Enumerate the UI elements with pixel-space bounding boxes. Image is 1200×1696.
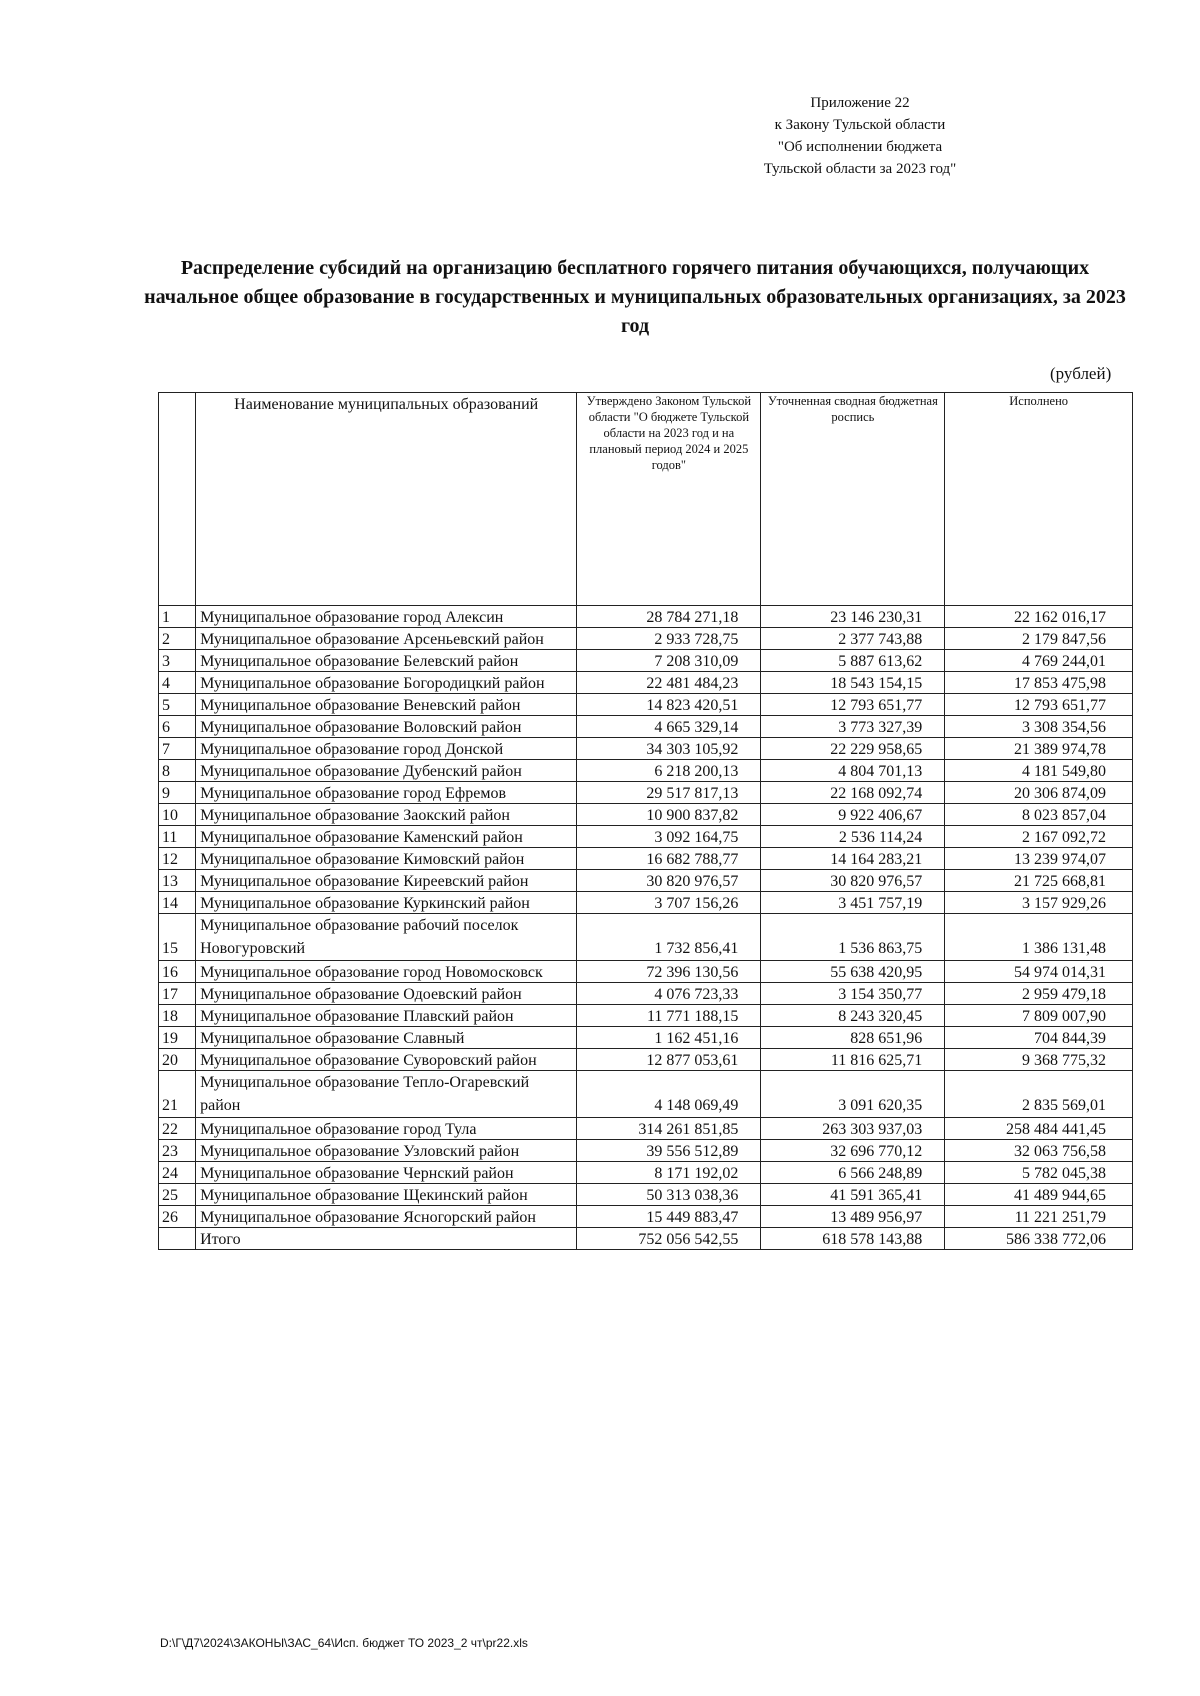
row-number: 15 [159, 914, 196, 961]
row-number: 17 [159, 983, 196, 1005]
row-name: Муниципальное образование Кимовский район [196, 848, 577, 870]
appendix-line-1: Приложение 22 [810, 95, 910, 111]
table-row [159, 1184, 1133, 1206]
table-row [159, 870, 1133, 892]
row-name: Итого [196, 1228, 577, 1250]
row-executed: 704 844,39 [945, 1027, 1133, 1049]
header-executed: Исполнено [945, 393, 1133, 606]
row-revised: 22 229 958,65 [761, 738, 945, 760]
row-executed: 586 338 772,06 [945, 1228, 1133, 1250]
row-name: Муниципальное образование Арсеньевский район [196, 628, 577, 650]
row-approved: 16 682 788,77 [577, 848, 761, 870]
row-number: 19 [159, 1027, 196, 1049]
subsidy-table [158, 392, 1133, 1250]
row-approved: 6 218 200,13 [577, 760, 761, 782]
row-revised: 3 773 327,39 [761, 716, 945, 738]
row-approved: 11 771 188,15 [577, 1005, 761, 1027]
table-row [159, 650, 1133, 672]
row-number: 10 [159, 804, 196, 826]
row-executed: 2 167 092,72 [945, 826, 1133, 848]
row-number: 7 [159, 738, 196, 760]
row-revised: 6 566 248,89 [761, 1162, 945, 1184]
row-approved: 8 171 192,02 [577, 1162, 761, 1184]
row-revised: 32 696 770,12 [761, 1140, 945, 1162]
row-name: Муниципальное образование Веневский район [196, 694, 577, 716]
row-name: Муниципальное образование Тепло-Огаревский район [196, 1071, 577, 1118]
row-approved: 752 056 542,55 [577, 1228, 761, 1250]
row-revised: 22 168 092,74 [761, 782, 945, 804]
row-approved: 314 261 851,85 [577, 1118, 761, 1140]
row-approved: 3 707 156,26 [577, 892, 761, 914]
row-number: 26 [159, 1206, 196, 1228]
table-row [159, 1027, 1133, 1049]
row-number: 4 [159, 672, 196, 694]
row-executed: 4 769 244,01 [945, 650, 1133, 672]
row-revised: 30 820 976,57 [761, 870, 945, 892]
row-number: 8 [159, 760, 196, 782]
row-revised: 14 164 283,21 [761, 848, 945, 870]
row-name: Муниципальное образование Куркинский район [196, 892, 577, 914]
row-revised: 55 638 420,95 [761, 961, 945, 983]
table-row [159, 983, 1133, 1005]
row-approved: 1 162 451,16 [577, 1027, 761, 1049]
row-executed: 21 725 668,81 [945, 870, 1133, 892]
table-row [159, 961, 1133, 983]
row-executed: 2 959 479,18 [945, 983, 1133, 1005]
row-approved: 2 933 728,75 [577, 628, 761, 650]
row-name: Муниципальное образование Дубенский район [196, 760, 577, 782]
row-name: Муниципальное образование Славный [196, 1027, 577, 1049]
row-name: Муниципальное образование город Тула [196, 1118, 577, 1140]
row-name: Муниципальное образование рабочий поселок Новогуровский [196, 914, 577, 961]
row-revised: 4 804 701,13 [761, 760, 945, 782]
table-row [159, 606, 1133, 628]
row-name: Муниципальное образование Заокский район [196, 804, 577, 826]
table-row [159, 1162, 1133, 1184]
row-number: 5 [159, 694, 196, 716]
row-number: 9 [159, 782, 196, 804]
document-title: Распределение субсидий на организацию бесплатного горячего питания обучающихся, получающих начальное общее образование в государственных и муниципальных образовательных организациях, за 2023 год [144, 257, 1126, 337]
row-revised: 2 536 114,24 [761, 826, 945, 848]
row-number: 13 [159, 870, 196, 892]
row-revised: 12 793 651,77 [761, 694, 945, 716]
row-approved: 10 900 837,82 [577, 804, 761, 826]
file-path-footer: D:\Г\Д7\2024\ЗАКОНЫ\ЗАС_64\Исп. бюджет ТО 2023_2 чт\pr22.xls [160, 1636, 528, 1650]
units-label: (рублей) [1050, 364, 1112, 383]
row-number: 3 [159, 650, 196, 672]
table-row [159, 738, 1133, 760]
row-executed: 41 489 944,65 [945, 1184, 1133, 1206]
row-revised: 5 887 613,62 [761, 650, 945, 672]
row-executed: 7 809 007,90 [945, 1005, 1133, 1027]
table-body [159, 606, 1133, 1250]
row-executed: 54 974 014,31 [945, 961, 1133, 983]
row-name: Муниципальное образование город Новомосковск [196, 961, 577, 983]
table-row [159, 804, 1133, 826]
row-revised: 23 146 230,31 [761, 606, 945, 628]
row-revised: 8 243 320,45 [761, 1005, 945, 1027]
row-approved: 29 517 817,13 [577, 782, 761, 804]
row-number: 6 [159, 716, 196, 738]
row-revised: 263 303 937,03 [761, 1118, 945, 1140]
row-approved: 12 877 053,61 [577, 1049, 761, 1071]
row-name: Муниципальное образование Плавский район [196, 1005, 577, 1027]
row-name: Муниципальное образование Одоевский район [196, 983, 577, 1005]
table-row [159, 892, 1133, 914]
header-revised: Уточненная сводная бюджетная роспись [761, 393, 945, 606]
table-row [159, 628, 1133, 650]
header-number [159, 393, 196, 606]
row-executed: 32 063 756,58 [945, 1140, 1133, 1162]
row-revised: 1 536 863,75 [761, 914, 945, 961]
row-revised: 13 489 956,97 [761, 1206, 945, 1228]
table-row [159, 672, 1133, 694]
row-executed: 3 157 929,26 [945, 892, 1133, 914]
row-approved: 39 556 512,89 [577, 1140, 761, 1162]
row-executed: 9 368 775,32 [945, 1049, 1133, 1071]
header-approved: Утверждено Законом Тульской области "О бюджете Тульской области на 2023 год и на плановый период 2024 и 2025 годов" [577, 393, 761, 606]
row-approved: 7 208 310,09 [577, 650, 761, 672]
row-number: 12 [159, 848, 196, 870]
table-row [159, 1071, 1133, 1118]
row-number: 2 [159, 628, 196, 650]
row-revised: 41 591 365,41 [761, 1184, 945, 1206]
appendix-line-2: к Закону Тульской области [774, 117, 946, 133]
row-name: Муниципальное образование Ясногорский район [196, 1206, 577, 1228]
row-revised: 3 091 620,35 [761, 1071, 945, 1118]
row-executed: 258 484 441,45 [945, 1118, 1133, 1140]
row-executed: 2 835 569,01 [945, 1071, 1133, 1118]
row-name: Муниципальное образование Киреевский район [196, 870, 577, 892]
row-number: 1 [159, 606, 196, 628]
row-name: Муниципальное образование город Ефремов [196, 782, 577, 804]
row-executed: 8 023 857,04 [945, 804, 1133, 826]
row-number: 22 [159, 1118, 196, 1140]
table-row [159, 1140, 1133, 1162]
row-approved: 14 823 420,51 [577, 694, 761, 716]
table-row [159, 694, 1133, 716]
row-number: 20 [159, 1049, 196, 1071]
row-name: Муниципальное образование Воловский район [196, 716, 577, 738]
header-name: Наименование муниципальных образований [196, 393, 577, 606]
row-number: 24 [159, 1162, 196, 1184]
table-row [159, 1049, 1133, 1071]
row-revised: 3 154 350,77 [761, 983, 945, 1005]
row-revised: 828 651,96 [761, 1027, 945, 1049]
row-executed: 20 306 874,09 [945, 782, 1133, 804]
row-number [159, 1228, 196, 1250]
row-number: 14 [159, 892, 196, 914]
table-row [159, 848, 1133, 870]
appendix-header [700, 92, 1020, 180]
row-number: 11 [159, 826, 196, 848]
total-row [159, 1228, 1133, 1250]
row-revised: 18 543 154,15 [761, 672, 945, 694]
row-revised: 2 377 743,88 [761, 628, 945, 650]
row-executed: 2 179 847,56 [945, 628, 1133, 650]
appendix-line-4: Тульской области за 2023 год" [763, 161, 957, 177]
row-approved: 30 820 976,57 [577, 870, 761, 892]
row-executed: 21 389 974,78 [945, 738, 1133, 760]
row-approved: 4 148 069,49 [577, 1071, 761, 1118]
row-number: 18 [159, 1005, 196, 1027]
row-revised: 11 816 625,71 [761, 1049, 945, 1071]
row-revised: 9 922 406,67 [761, 804, 945, 826]
table-row [159, 914, 1133, 961]
row-executed: 13 239 974,07 [945, 848, 1133, 870]
row-number: 23 [159, 1140, 196, 1162]
appendix-line-3: "Об исполнении бюджета [777, 139, 943, 155]
row-name: Муниципальное образование город Донской [196, 738, 577, 760]
row-revised: 3 451 757,19 [761, 892, 945, 914]
row-approved: 4 076 723,33 [577, 983, 761, 1005]
row-number: 16 [159, 961, 196, 983]
row-name: Муниципальное образование город Алексин [196, 606, 577, 628]
row-number: 21 [159, 1071, 196, 1118]
row-name: Муниципальное образование Белевский район [196, 650, 577, 672]
row-name: Муниципальное образование Суворовский район [196, 1049, 577, 1071]
row-approved: 1 732 856,41 [577, 914, 761, 961]
table-row [159, 1206, 1133, 1228]
row-name: Муниципальное образование Щекинский район [196, 1184, 577, 1206]
row-approved: 15 449 883,47 [577, 1206, 761, 1228]
row-executed: 3 308 354,56 [945, 716, 1133, 738]
row-approved: 34 303 105,92 [577, 738, 761, 760]
row-name: Муниципальное образование Каменский район [196, 826, 577, 848]
row-approved: 28 784 271,18 [577, 606, 761, 628]
row-executed: 22 162 016,17 [945, 606, 1133, 628]
row-executed: 4 181 549,80 [945, 760, 1133, 782]
row-executed: 11 221 251,79 [945, 1206, 1133, 1228]
row-name: Муниципальное образование Богородицкий район [196, 672, 577, 694]
row-approved: 50 313 038,36 [577, 1184, 761, 1206]
row-name: Муниципальное образование Узловский район [196, 1140, 577, 1162]
table-row [159, 760, 1133, 782]
row-revised: 618 578 143,88 [761, 1228, 945, 1250]
row-approved: 72 396 130,56 [577, 961, 761, 983]
table-row [159, 1005, 1133, 1027]
row-approved: 4 665 329,14 [577, 716, 761, 738]
table-row [159, 826, 1133, 848]
table-row [159, 716, 1133, 738]
row-approved: 3 092 164,75 [577, 826, 761, 848]
row-executed: 1 386 131,48 [945, 914, 1133, 961]
row-executed: 5 782 045,38 [945, 1162, 1133, 1184]
row-approved: 22 481 484,23 [577, 672, 761, 694]
table-header-row [159, 393, 1133, 606]
table-row [159, 782, 1133, 804]
row-executed: 12 793 651,77 [945, 694, 1133, 716]
row-name: Муниципальное образование Чернский район [196, 1162, 577, 1184]
table-row [159, 1118, 1133, 1140]
row-executed: 17 853 475,98 [945, 672, 1133, 694]
row-number: 25 [159, 1184, 196, 1206]
